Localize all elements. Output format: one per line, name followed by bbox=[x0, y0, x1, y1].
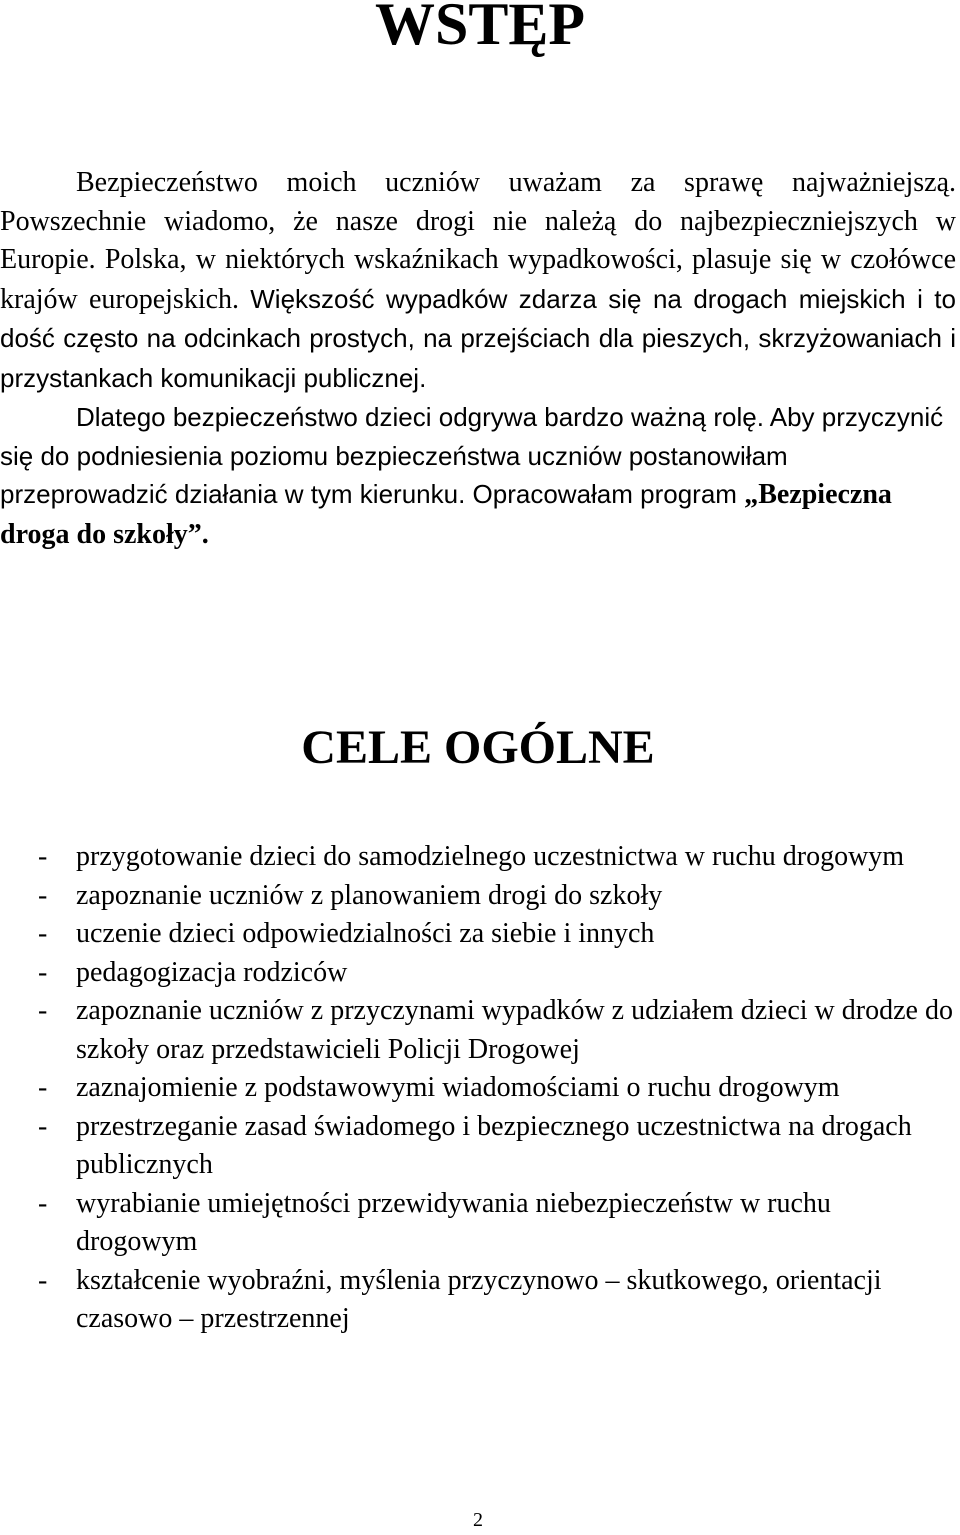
list-item bbox=[0, 915, 956, 954]
list-dash: - bbox=[38, 956, 48, 988]
list-dash: - bbox=[38, 995, 48, 1026]
list-item bbox=[0, 992, 956, 1069]
list-dash: - bbox=[38, 879, 48, 911]
intro-paragraph-2-start: Dlatego bezpieczeństwo dzieci odgrywa bardzo ważną rolę. Aby przyczynić się do podniesienia poziomu bezpieczeństwa uczniów postanowiłam przeprowadzić działania w tym kierunku. Opracowałam program bbox=[0, 402, 944, 509]
list-item-text: zapoznanie uczniów z planowaniem drogi do szkoły bbox=[76, 879, 663, 911]
goals-list bbox=[0, 838, 956, 1339]
intro-section bbox=[0, 164, 956, 554]
intro-paragraph-1 bbox=[0, 164, 956, 398]
list-dash: - bbox=[38, 918, 48, 949]
list-item bbox=[0, 1262, 956, 1339]
page-number: 2 bbox=[473, 1509, 483, 1531]
list-dash: - bbox=[38, 1072, 48, 1103]
list-dash: - bbox=[38, 1264, 48, 1296]
list-item-text: zaznajomienie z podstawowymi wiadomościami o ruchu drogowym bbox=[76, 1072, 840, 1103]
list-dash: - bbox=[38, 1187, 48, 1219]
intro-paragraph-2 bbox=[0, 398, 956, 554]
list-dash: - bbox=[38, 1110, 48, 1142]
section-heading: CELE OGÓLNE bbox=[301, 721, 655, 774]
intro-paragraph-1-start: Bezpieczeństwo moich uczniów uważam za sprawę najważniejszą. Powszechnie wiadomo, że nasze drogi nie należą do najbezpieczniejszych w Europie. Polska, w niektórych wskaźnikach wypadkowości, plasuje się w czołówce krajów europejskich. bbox=[0, 167, 956, 315]
list-item bbox=[0, 1069, 956, 1108]
list-item-text: wyrabianie umiejętności przewidywania niebezpieczeństw w ruchu drogowym bbox=[76, 1187, 831, 1257]
list-item bbox=[0, 954, 956, 993]
list-item-text: przestrzeganie zasad świadomego i bezpiecznego uczestnictwa na drogach publicznych bbox=[76, 1110, 912, 1180]
program-name: „Bezpieczna droga do szkoły”. bbox=[0, 479, 892, 550]
list-item bbox=[0, 1185, 956, 1262]
intro-paragraph-1-end: Większość wypadków zdarza się na drogach miejskich i to dość często na odcinkach prostych, na przejściach dla pieszych, skrzyżowaniach i przystankach komunikacji publicznej. bbox=[0, 283, 956, 393]
list-item-text: pedagogizacja rodziców bbox=[76, 956, 348, 988]
list-item-text: zapoznanie uczniów z przyczynami wypadków z udziałem dzieci w drodze do szkoły oraz przedstawicieli Policji Drogowej bbox=[76, 995, 953, 1065]
page-title: WSTĘP bbox=[374, 0, 586, 57]
list-item-text: uczenie dzieci odpowiedzialności za siebie i innych bbox=[76, 918, 655, 949]
list-item bbox=[0, 1108, 956, 1185]
list-item-text: kształcenie wyobraźni, myślenia przyczynowo – skutkowego, orientacji czasowo – przestrzennej bbox=[76, 1264, 882, 1334]
list-item-text: przygotowanie dzieci do samodzielnego uczestnictwa w ruchu drogowym bbox=[76, 841, 905, 872]
list-item bbox=[0, 877, 956, 916]
list-item bbox=[0, 838, 956, 877]
list-dash: - bbox=[38, 841, 48, 872]
